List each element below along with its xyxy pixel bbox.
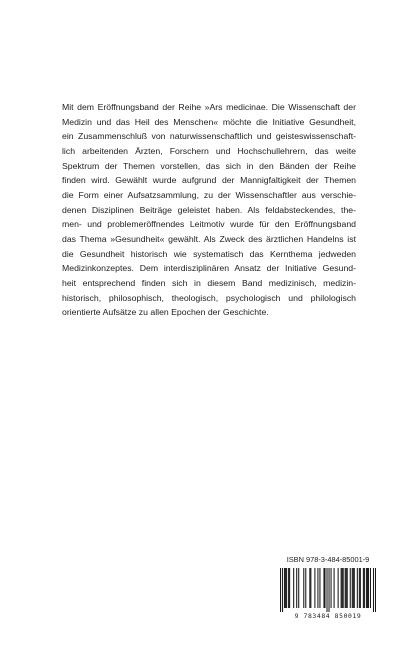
barcode-bar bbox=[343, 568, 344, 608]
barcode-bar bbox=[305, 568, 306, 608]
blurb-line: das Thema »Gesundheit« gewählt. Als Zweck des ärztlichen Handelns ist bbox=[62, 233, 356, 244]
barcode-bar bbox=[289, 568, 290, 608]
barcode-bar bbox=[326, 568, 327, 612]
blurb-line: men- und problemeröffnendes Leitmotiv wurde für den Eröffnungsband bbox=[62, 219, 356, 230]
barcode-bar bbox=[303, 568, 304, 608]
blurb-line: denen Disziplinen Beiträge geleistet haben. Als feldabsteckendes, the- bbox=[62, 204, 356, 215]
blurb-line: lich arbeitenden Ärzten, Forschern und Hochschullehrern, das weite bbox=[62, 145, 356, 156]
barcode-bar bbox=[298, 568, 299, 608]
barcode-bar bbox=[310, 568, 311, 608]
barcode-bar bbox=[342, 568, 343, 608]
barcode-bar bbox=[363, 568, 364, 608]
blurb-line: Medizinkonzeptes. Dem interdisziplinären Ansatz der Initiative Gesund- bbox=[62, 263, 356, 274]
blurb-line: die Form einer Aufsatzsammlung, zu der Wissenschaftler aus verschie- bbox=[62, 189, 356, 200]
barcode-bar bbox=[296, 568, 297, 608]
barcode-bar bbox=[331, 568, 332, 608]
barcode-bar bbox=[370, 568, 371, 608]
barcode-bar bbox=[364, 568, 365, 608]
barcode-bar bbox=[319, 568, 320, 608]
barcode-bar bbox=[317, 568, 318, 608]
barcode-bar bbox=[375, 568, 376, 612]
barcode-bar bbox=[352, 568, 353, 608]
barcode-bar bbox=[288, 568, 289, 608]
barcode-bar bbox=[359, 568, 360, 608]
blurb-line: die Gesundheit historisch wie systematisch das Kernthema jedweden bbox=[62, 248, 356, 259]
isbn-barcode bbox=[274, 566, 382, 626]
blurb-line: orientierte Aufsätze zu allen Epochen der Geschichte. bbox=[62, 307, 269, 318]
barcode-bar bbox=[286, 568, 287, 608]
barcode-bar bbox=[341, 568, 342, 608]
barcode-bars bbox=[280, 568, 376, 612]
barcode-bar bbox=[347, 568, 348, 608]
blurb-line: historisch, philosophisch, theologisch, psychologisch und philologisch bbox=[62, 292, 356, 303]
barcode-bar bbox=[284, 568, 285, 608]
barcode-bar bbox=[360, 568, 361, 608]
barcode-bar bbox=[282, 568, 283, 612]
barcode-bar bbox=[350, 568, 351, 608]
barcode-bar bbox=[314, 568, 315, 608]
blurb-line: heit entsprechend finden sich in diesem Band medizinisch, medizin- bbox=[62, 277, 356, 288]
barcode-bar bbox=[293, 568, 294, 608]
blurb-line: ein Zusammenschluß von naturwissenschaftlich und geisteswissenschaft- bbox=[62, 131, 356, 142]
cover-blurb bbox=[62, 100, 356, 320]
blurb-line: Mit dem Eröffnungsband der Reihe »Ars medicinae. Die Wissenschaft der bbox=[62, 102, 356, 112]
barcode-bar bbox=[309, 568, 310, 608]
barcode-bar bbox=[338, 568, 339, 608]
barcode-bar bbox=[323, 568, 324, 608]
barcode-bar bbox=[345, 568, 346, 608]
barcode-bar bbox=[368, 568, 369, 608]
barcode-bar bbox=[280, 568, 281, 612]
barcode-digits: 9 783484 850019 bbox=[294, 612, 362, 620]
barcode-bar bbox=[373, 568, 374, 612]
blurb-line: Spektrum der Themen vorstellen, das sich in den Bänden der Reihe bbox=[62, 160, 356, 171]
barcode-bar bbox=[354, 568, 355, 608]
barcode-bar bbox=[357, 568, 358, 608]
barcode-bar bbox=[334, 568, 335, 608]
blurb-line: finden wird. Gewählt wurde aufgrund der Mannigfaltigkeit der Themen bbox=[62, 175, 356, 186]
isbn-label: ISBN 978-3-484-85001-9 bbox=[286, 555, 370, 564]
barcode-bar bbox=[285, 568, 286, 608]
barcode-bar bbox=[367, 568, 368, 608]
blurb-line: Medizin und das Heil des Menschen« möchte die Initiative Gesundheit, bbox=[62, 116, 356, 127]
barcode-bar bbox=[329, 568, 330, 612]
barcode-bar bbox=[324, 568, 325, 608]
barcode-bar bbox=[353, 568, 354, 608]
barcode-bar bbox=[346, 568, 347, 608]
barcode-bar bbox=[366, 568, 367, 608]
